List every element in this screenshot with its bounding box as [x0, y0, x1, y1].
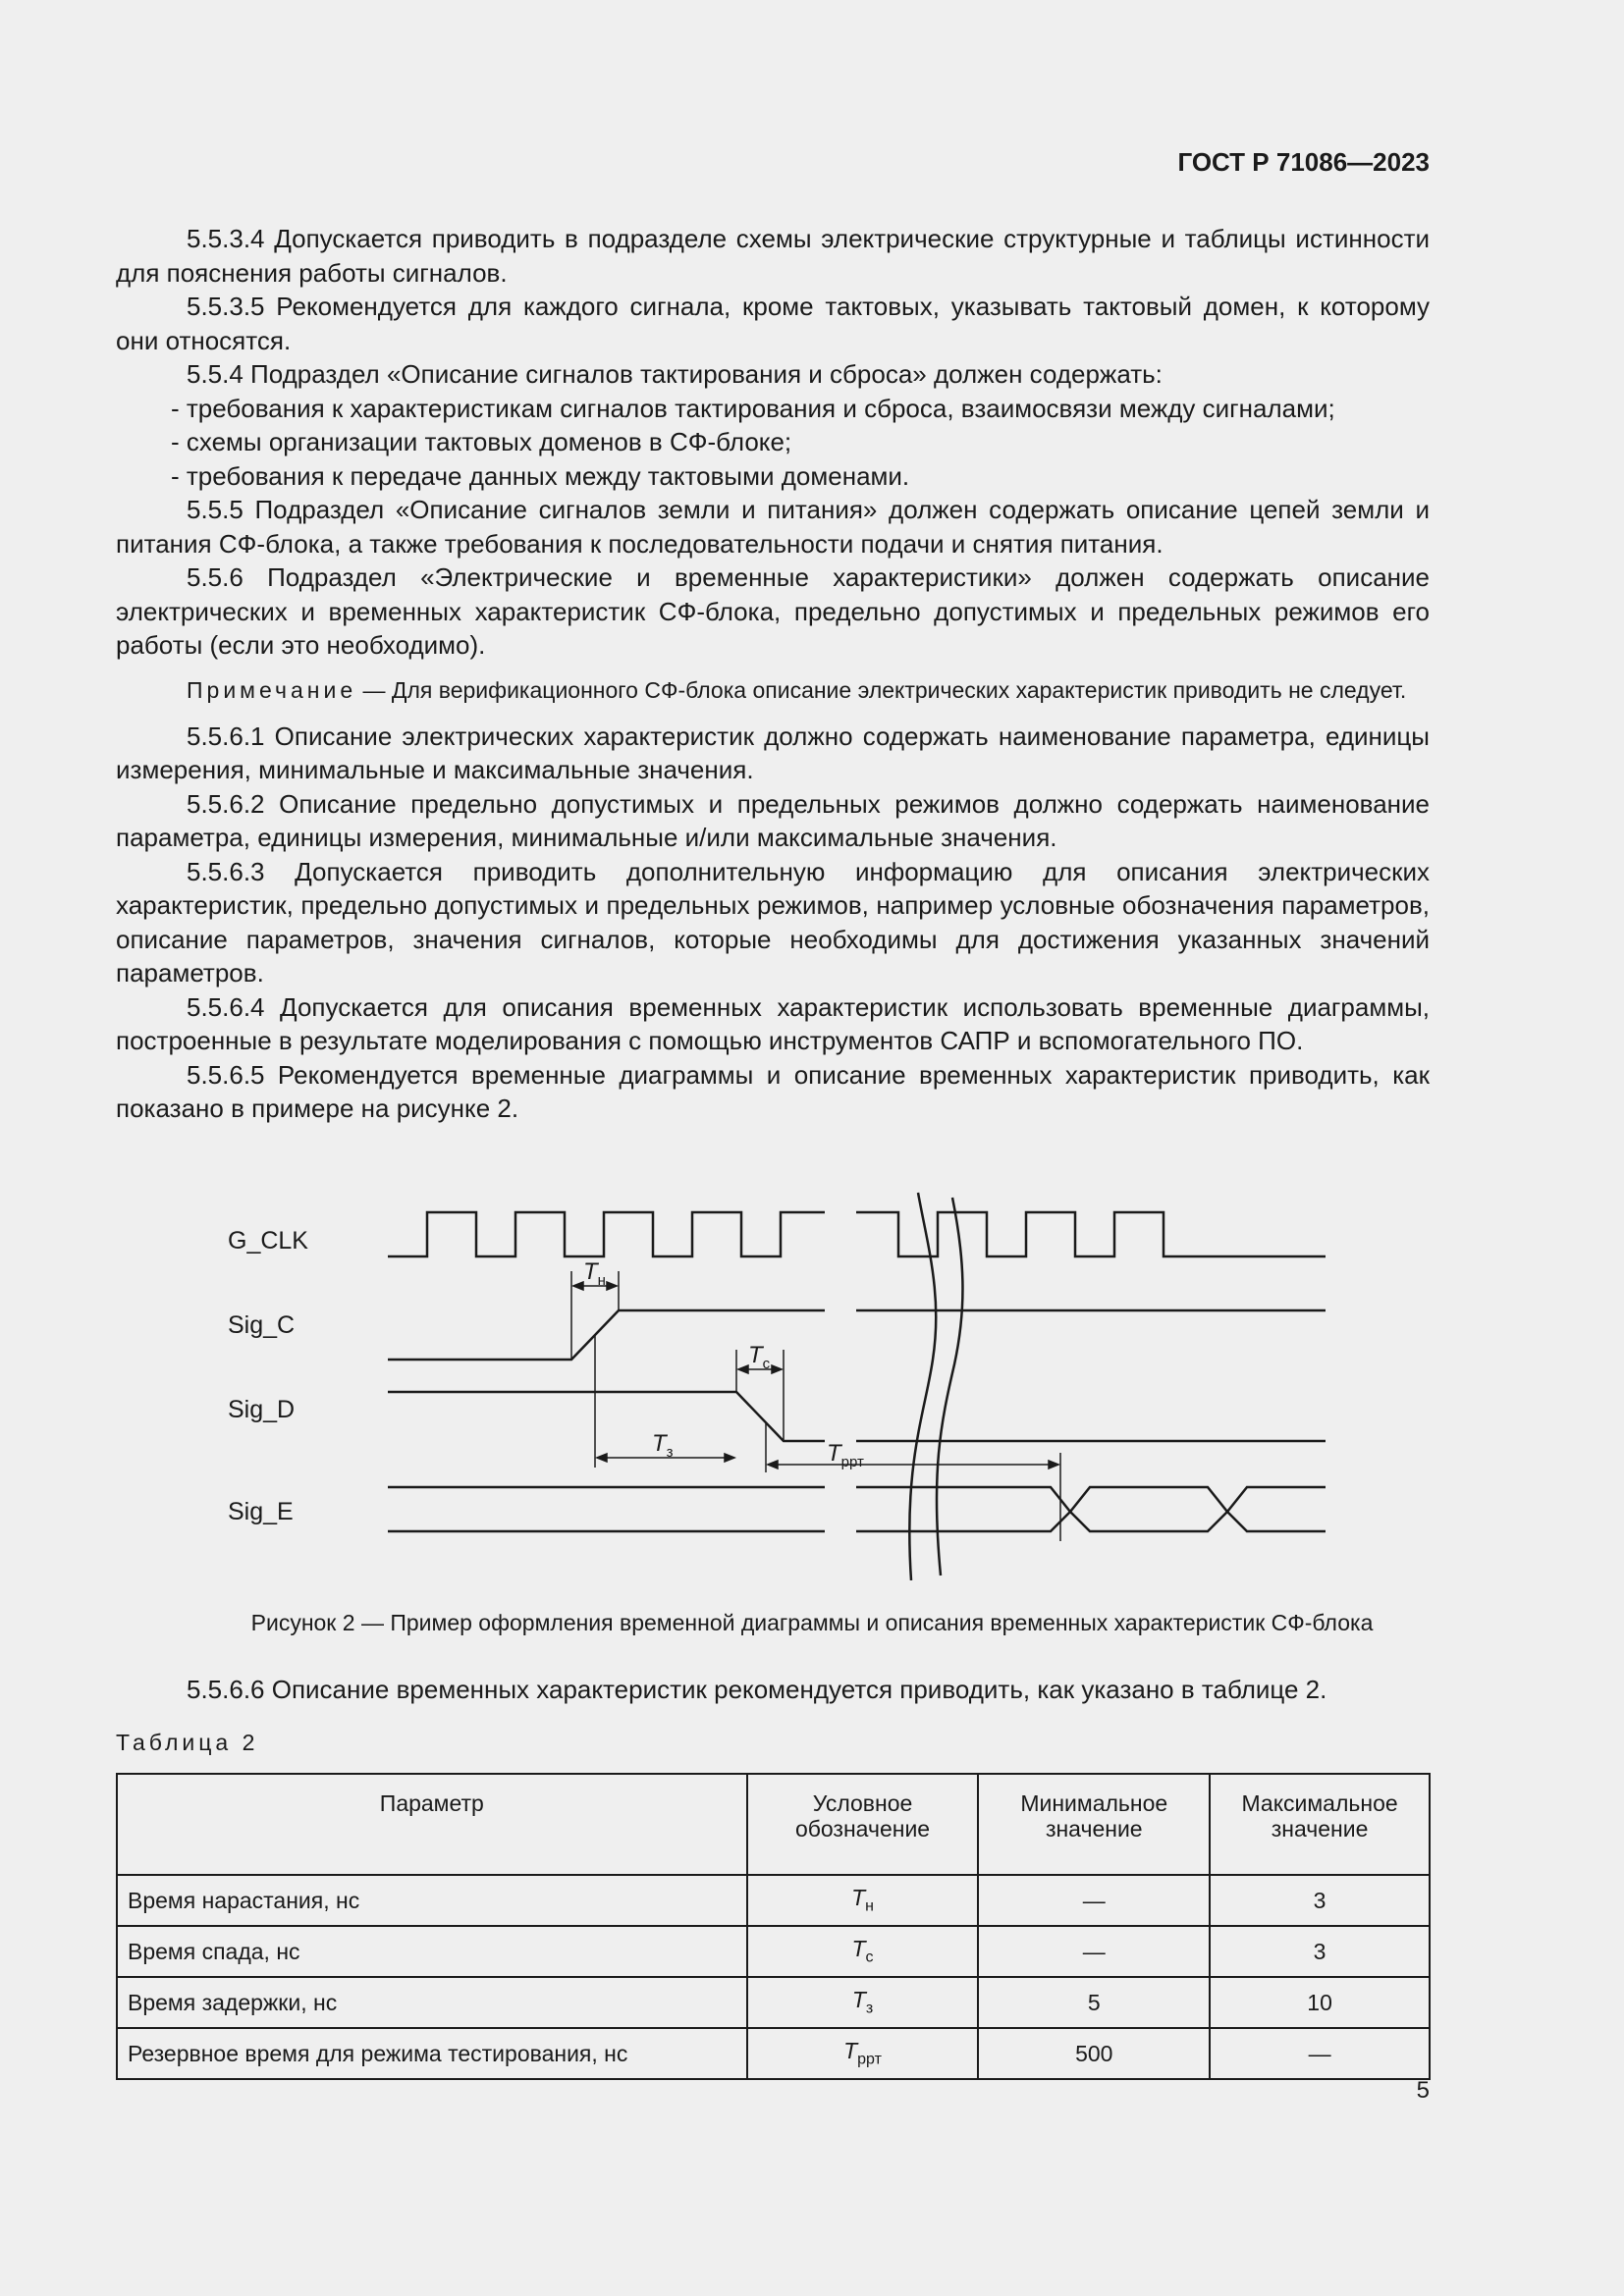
list-item: - схемы организации тактовых доменов в СФ-блоке; — [171, 427, 792, 456]
paragraph-5-5-3-5: 5.5.3.5 Рекомендуется для каждого сигнала, кроме тактовых, указывать тактовый домен, к которому они относятся. — [116, 292, 1430, 355]
note — [116, 674, 1430, 706]
cell-min: — — [978, 1875, 1210, 1926]
cell-min: 5 — [978, 1977, 1210, 2028]
document-id: ГОСТ Р 71086—2023 — [1177, 147, 1430, 177]
table-row — [117, 1977, 1430, 2028]
cell-param: Время нарастания, нс — [117, 1875, 747, 1926]
break-line-right — [937, 1198, 963, 1575]
sig-e-waveform-bottom — [388, 1512, 1326, 1531]
paragraph-5-5-6-3: 5.5.6.3 Допускается приводить дополнительную информацию для описания электрических характеристик, предельно допустимых и предельных режимов, например условные обозначения параметров, описание параметров, значения сигналов, которые необходимы для достижения указанных значений параметров. — [116, 856, 1430, 988]
sig-d-waveform-left — [388, 1392, 825, 1441]
label-th: $T_н$ — [583, 1258, 606, 1289]
timing-diagram — [206, 1188, 1345, 1580]
header-symbol: Условное обозначение — [747, 1774, 979, 1875]
paragraph-5-5-6-2: 5.5.6.2 Описание предельно допустимых и предельных режимов должно содержать наименование параметра, единицы измерения, минимальные и/или максимальные значения. — [116, 788, 1430, 852]
g-clk-waveform-left — [388, 1212, 825, 1256]
signal-label-g-clk: G_CLK — [228, 1227, 308, 1255]
table-label: Таблица 2 — [116, 1730, 259, 1755]
cell-symbol: $T_{ррт}$ — [747, 2028, 979, 2079]
paragraph-5-5-4: 5.5.4 Подраздел «Описание сигналов тактирования и сброса» должен содержать: — [187, 359, 1163, 389]
note-text: — Для верификационного СФ-блока описание электрических характеристик приводить не следует. — [356, 676, 1407, 703]
cell-max: 3 — [1210, 1926, 1430, 1977]
cell-symbol: $T_з$ — [747, 1977, 979, 2028]
timing-table — [116, 1773, 1431, 2080]
paragraph-5-5-6-5: 5.5.6.5 Рекомендуется временные диаграммы и описание временных характеристик приводить, как показано в примере на рисунке 2. — [116, 1059, 1430, 1123]
table-row — [117, 1875, 1430, 1926]
figure-caption: Рисунок 2 — Пример оформления временной диаграммы и описания временных характеристик СФ-блока — [250, 1610, 1374, 1635]
paragraph-5-5-6-4: 5.5.6.4 Допускается для описания временных характеристик использовать временные диаграммы, построенные в результате моделирования с помощью инструментов САПР и вспомогательного ПО. — [116, 991, 1430, 1055]
cell-symbol: $T_с$ — [747, 1926, 979, 1977]
note-label: Примечание — [187, 676, 357, 703]
cell-min: — — [978, 1926, 1210, 1977]
cell-min: 500 — [978, 2028, 1210, 2079]
header-min: Минимальное значение — [978, 1774, 1210, 1875]
cell-param: Время спада, нс — [117, 1926, 747, 1977]
page-number: 5 — [1416, 2077, 1430, 2104]
header-parameter: Параметр — [117, 1774, 747, 1875]
signal-label-sig-d: Sig_D — [228, 1396, 296, 1423]
header-max: Максимальное значение — [1210, 1774, 1430, 1875]
cell-max: — — [1210, 2028, 1430, 2079]
paragraph-5-5-6-1: 5.5.6.1 Описание электрических характеристик должно содержать наименование параметра, единицы измерения, минимальные и максимальные значения. — [116, 721, 1430, 784]
cell-symbol: $T_н$ — [747, 1875, 979, 1926]
label-tz: $T_з$ — [652, 1430, 674, 1461]
cell-max: 10 — [1210, 1977, 1430, 2028]
body-text — [116, 222, 1430, 1126]
signal-label-sig-e: Sig_E — [228, 1498, 294, 1525]
table-header-row — [117, 1774, 1430, 1875]
list-item: - требования к характеристикам сигналов тактирования и сброса, взаимосвязи между сигналами; — [171, 393, 1335, 423]
cell-max: 3 — [1210, 1875, 1430, 1926]
table-row — [117, 1926, 1430, 1977]
list-item: - требования к передаче данных между тактовыми доменами. — [171, 460, 910, 491]
table-row — [117, 2028, 1430, 2079]
cell-param: Резервное время для режима тестирования, нс — [117, 2028, 747, 2079]
sig-e-waveform-top — [388, 1487, 1326, 1512]
label-trpt: $T_{ррт}$ — [827, 1440, 864, 1470]
break-line-left — [909, 1193, 936, 1580]
paragraph-5-5-6: 5.5.6 Подраздел «Электрические и временные характеристики» должен содержать описание электрических и временных характеристик СФ-блока, предельно допустимых и предельных режимов его работы (если это необходимо). — [116, 562, 1430, 660]
cell-param: Время задержки, нс — [117, 1977, 747, 2028]
paragraph-5-5-3-4: 5.5.3.4 Допускается приводить в подразделе схемы электрические структурные и таблицы истинности для пояснения работы сигналов. — [116, 224, 1430, 288]
label-tc: $T_с$ — [748, 1342, 771, 1372]
paragraph-5-5-6-6: 5.5.6.6 Описание временных характеристик рекомендуется приводить, как указано в таблице 2. — [187, 1675, 1327, 1704]
paragraph-5-5-5: 5.5.5 Подраздел «Описание сигналов земли и питания» должен содержать описание цепей земли и питания СФ-блока, а также требования к последовательности подачи и снятия питания. — [116, 495, 1430, 559]
signal-label-sig-c: Sig_C — [228, 1311, 296, 1339]
